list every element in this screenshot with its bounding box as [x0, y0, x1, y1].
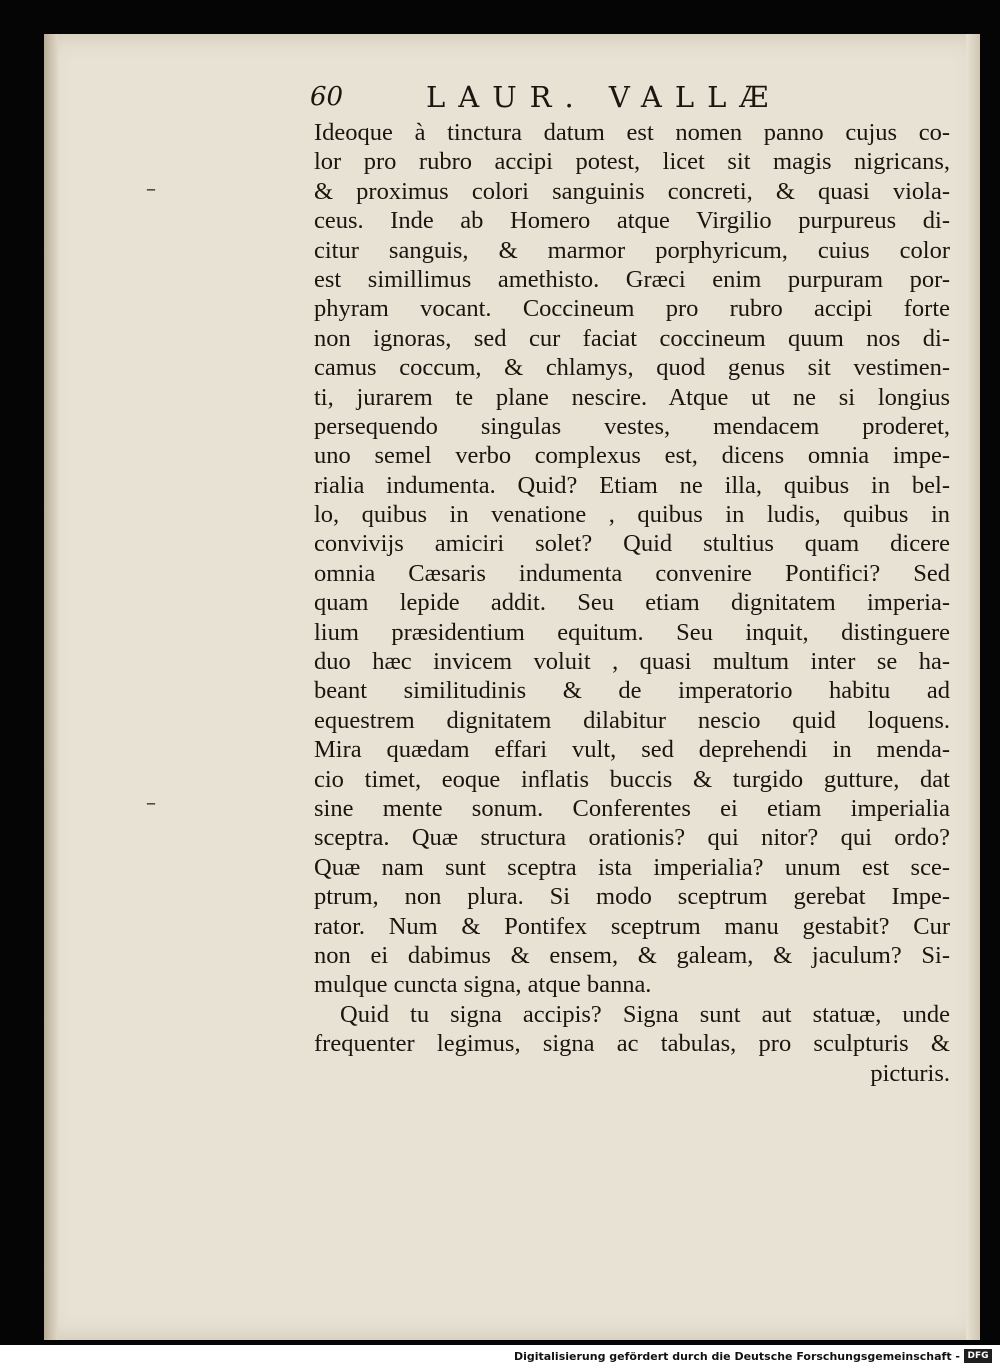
- text-line: persequendo singulas vestes, mendacem proderet,: [314, 412, 950, 440]
- text-line: & proximus colori sanguinis concreti, & quasi viola-: [314, 177, 950, 205]
- text-line: ceus. Inde ab Homero atque Virgilio purpureus di-: [314, 207, 950, 235]
- text-line: sine mente sonum. Conferentes ei etiam imperialia: [314, 794, 950, 822]
- text-line: rator. Num & Pontifex sceptrum manu gestabit? Cur: [314, 912, 950, 940]
- text-line: sceptra. Quæ structura orationis? qui nitor? qui ordo?: [314, 824, 950, 852]
- text-line: equestrem dignitatem dilabitur nescio quid loquens.: [314, 706, 950, 734]
- page-gutter-shadow: [44, 34, 58, 1340]
- text-line: duo hæc invicem voluit , quasi multum inter se ha-: [314, 648, 950, 676]
- funding-notice: Digitalisierung gefördert durch die Deutsche Forschungsgemeinschaft -: [513, 1350, 960, 1363]
- body-text: [314, 118, 964, 1088]
- page-edge: [966, 34, 980, 1340]
- page-number: 60: [310, 82, 344, 112]
- text-line: lo, quibus in venatione , quibus in ludis, quibus in: [314, 501, 950, 529]
- text-line: Ideoque à tinctura datum est nomen panno cujus co-: [314, 119, 950, 146]
- dfg-logo: DFG: [964, 1349, 992, 1363]
- text-line: citur sanguis, & marmor porphyricum, cuius color: [314, 236, 950, 264]
- text-line: convivijs amiciri solet? Quid stultius quam dicere: [314, 530, 950, 558]
- text-line: camus coccum, & chlamys, quod genus sit vestimen-: [314, 354, 950, 382]
- catchword: picturis.: [870, 1059, 950, 1087]
- text-line: ti, jurarem te plane nescire. Atque ut ne si longius: [314, 383, 950, 411]
- text-line: Mira quædam effari vult, sed deprehendi in menda-: [314, 736, 950, 764]
- text-line: non ei dabimus & ensem, & galeam, & jaculum? Si-: [314, 941, 950, 969]
- text-line: Quid tu signa accipis? Signa sunt aut statuæ, unde: [340, 1000, 950, 1028]
- text-line: ptrum, non plura. Si modo sceptrum gerebat Impe-: [314, 883, 950, 911]
- margin-mark: –: [146, 790, 156, 814]
- text-line: Quæ nam sunt sceptra ista imperialia? unum est sce-: [314, 853, 950, 881]
- text-line: rialia indumenta. Quid? Etiam ne illa, quibus in bel-: [314, 471, 950, 499]
- text-line: frequenter legimus, signa ac tabulas, pro sculpturis &: [314, 1030, 950, 1058]
- text-line: non ignoras, sed cur faciat coccineum quum nos di-: [314, 324, 950, 352]
- text-line: beant similitudinis & de imperatorio habitu ad: [314, 677, 950, 705]
- text-line: lor pro rubro accipi potest, licet sit magis nigricans,: [314, 148, 950, 176]
- running-head: LAUR. VALLÆ: [426, 80, 782, 114]
- text-line: est simillimus amethisto. Græci enim purpuram por-: [314, 265, 950, 293]
- margin-mark: –: [146, 176, 156, 200]
- text-line: lium præsidentium equitum. Seu inquit, distinguere: [314, 618, 950, 646]
- footer-bar: [0, 1345, 1000, 1368]
- text-line: uno semel verbo complexus est, dicens omnia impe-: [314, 442, 950, 470]
- text-line: quam lepide addit. Seu etiam dignitatem imperia-: [314, 589, 950, 617]
- text-line: phyram vocant. Coccineum pro rubro accipi forte: [314, 295, 950, 323]
- page-header: [310, 80, 950, 116]
- text-line: omnia Cæsaris indumenta convenire Pontifici? Sed: [314, 559, 950, 587]
- text-line: mulque cuncta signa, atque banna.: [314, 971, 652, 999]
- text-line: cio timet, eoque inflatis buccis & turgido gutture, dat: [314, 765, 950, 793]
